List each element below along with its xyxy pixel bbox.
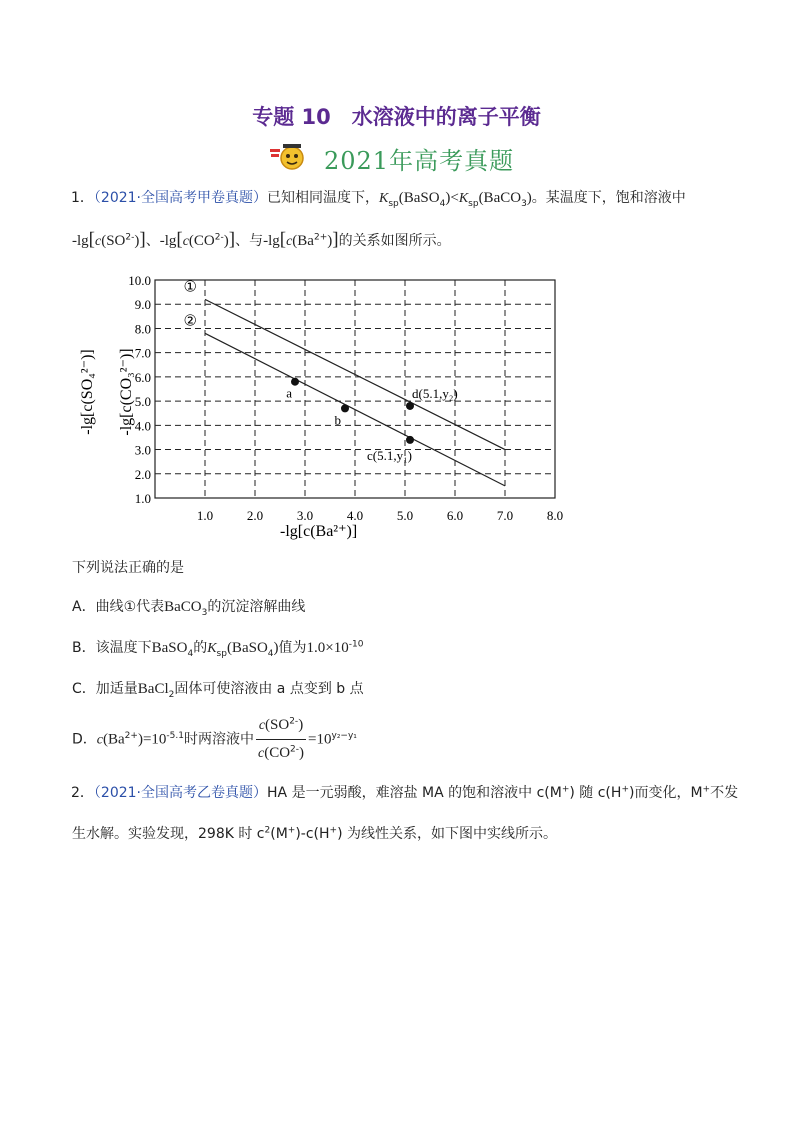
y-tick-label: 9.0 bbox=[134, 297, 151, 313]
x-tick-label: 4.0 bbox=[346, 508, 364, 523]
data-point-label: b bbox=[334, 412, 341, 428]
x-tick-label: 2.0 bbox=[246, 508, 264, 523]
data-point-label: a bbox=[286, 385, 292, 401]
solubility-chart bbox=[60, 262, 564, 552]
y-axis-label-left: -lg[c(SO₄²⁻)] bbox=[79, 349, 96, 435]
x-tick-label: 5.0 bbox=[396, 508, 414, 523]
x-tick-label: 1.0 bbox=[196, 508, 214, 523]
q2-source: （2021·全国高考乙卷真题） bbox=[93, 785, 268, 801]
banner-text: 2021年高考真题 bbox=[324, 146, 515, 175]
y-tick-label: 6.0 bbox=[134, 369, 151, 385]
x-tick-label: 6.0 bbox=[446, 508, 464, 523]
y-tick-label: 10.0 bbox=[128, 273, 151, 288]
mascot-emblem-icon bbox=[268, 141, 312, 175]
q1-stem-line2: $-\lg[c(SO^{2-})]$、$-\lg[c(CO^{2-})]$、与$-\lg[c(Ba^{2+})]$的关系如图所示。 bbox=[72, 229, 451, 250]
y-tick-label: 5.0 bbox=[134, 394, 151, 410]
data-point bbox=[406, 436, 414, 444]
option-c[interactable]: C．加适量BaCl$_2$固体可使溶液由 a 点变到 b 点 bbox=[72, 681, 364, 700]
data-point-label: d(5.1,y₂) bbox=[412, 385, 458, 401]
option-b[interactable]: B．该温度下BaSO$_4$的$K_{sp}(BaSO_4)$值为$1.0\times 10^{-10}$ bbox=[72, 639, 364, 659]
y-tick-label: 4.0 bbox=[134, 418, 151, 434]
series-label-2: ② bbox=[183, 313, 197, 330]
y-tick-label: 2.0 bbox=[134, 466, 151, 482]
option-d[interactable]: D．$c(Ba^{2+})=10^{-5.1}$时两溶液中 $\frac{c(SO^{2-})}{c(CO^{2-})}$ $=10^{y_2-y_1}$ bbox=[72, 713, 357, 766]
data-point bbox=[406, 402, 414, 410]
ratio-fraction: $\frac{c(SO^{2-})}{c(CO^{2-})}$ bbox=[256, 713, 306, 766]
y-tick-label: 8.0 bbox=[134, 321, 151, 337]
section-banner bbox=[268, 141, 514, 175]
y-tick-label: 3.0 bbox=[134, 442, 151, 458]
data-point-label: c(5.1,y₁) bbox=[367, 447, 412, 463]
y-tick-label: 7.0 bbox=[134, 345, 151, 361]
x-tick-label: 3.0 bbox=[296, 508, 314, 523]
y-tick-label: 1.0 bbox=[134, 491, 151, 506]
x-axis-label: -lg[c(Ba²⁺)] bbox=[280, 523, 358, 540]
q1-prompt: 下列说法正确的是 bbox=[72, 560, 184, 576]
page-title: 专题 10 水溶液中的离子平衡 bbox=[252, 105, 541, 129]
chart-grid bbox=[155, 280, 555, 498]
series-label-1: ① bbox=[183, 279, 197, 296]
x-tick-label: 7.0 bbox=[496, 508, 514, 523]
y-axis-label-right: -lg[c(CO₃²⁻)] bbox=[118, 348, 135, 436]
data-point bbox=[291, 378, 299, 386]
q1-source: （2021·全国高考甲卷真题） bbox=[93, 190, 268, 206]
data-point bbox=[341, 404, 349, 412]
q2-stem-line1: 2．（2021·全国高考乙卷真题）HA 是一元弱酸，难溶盐 MA 的饱和溶液中 c(M+) 随 c(H+)而变化，M+不发 bbox=[71, 784, 739, 801]
q2-stem-line2: 生水解。实验发现，298K 时 $c^2(M^+)-c(H^+)$ 为线性关系，如下图中实线所示。 bbox=[72, 825, 557, 842]
option-a[interactable]: A．曲线①代表BaCO$_3$的沉淀溶解曲线 bbox=[72, 599, 306, 618]
q1-stem-line1: 1．（2021·全国高考甲卷真题）已知相同温度下，$K_{sp}(BaSO_4)<K_{sp}(BaCO_3)$。某温度下，饱和溶液中 bbox=[71, 190, 686, 209]
x-tick-label: 8.0 bbox=[546, 508, 564, 523]
